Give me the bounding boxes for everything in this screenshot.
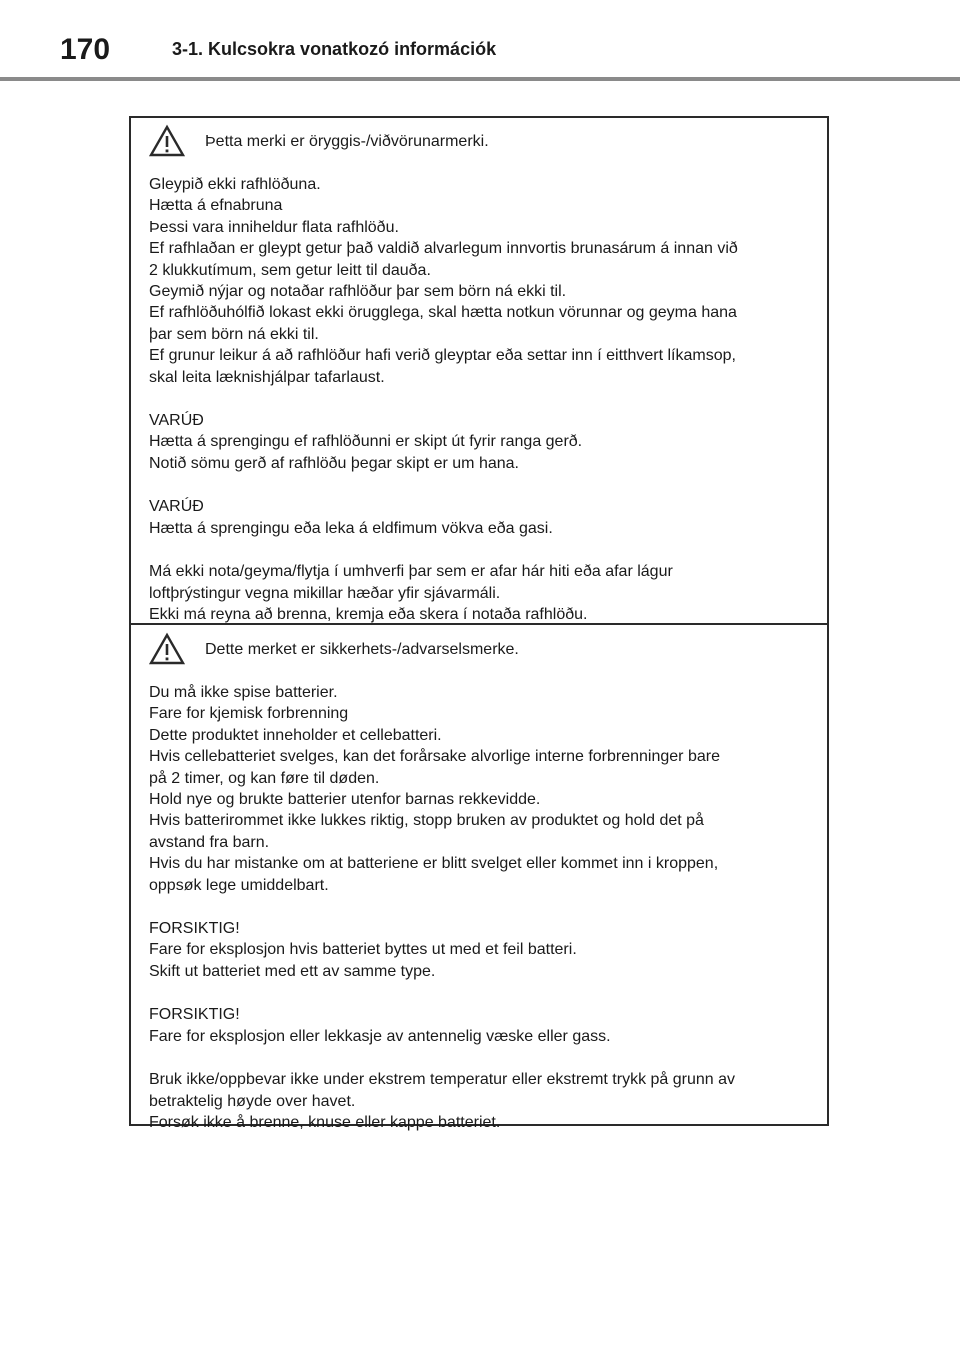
norwegian-block-1 (149, 682, 811, 896)
caution-heading: FORSIKTIG! (149, 920, 240, 938)
text-line: Ef rafhlöðuhólfið lokast ekki örugglega, skal hætta notkun vörunnar og geyma hana (149, 304, 737, 322)
norwegian-title: Dette merket er sikkerhets-/advarselsmerke. (205, 641, 519, 658)
text-line: þar sem börn ná ekki til. (149, 325, 319, 343)
warning-label-box (129, 116, 829, 1131)
warning-triangle-icon (149, 632, 185, 666)
text-line: Hætta á sprengingu eða leka á eldfimum vökva eða gasi. (149, 519, 553, 537)
icelandic-title: Þetta merki er öryggis-/viðvörunarmerki. (205, 133, 489, 150)
norwegian-warning-panel (131, 626, 827, 1131)
text-line: Hvis cellebatteriet svelges, kan det forårsake alvorlige interne forbrenninger bare (149, 748, 720, 766)
text-line: Hvis du har mistanke om at batteriene er blitt svelget eller kommet inn i kroppen, (149, 855, 719, 873)
text-line: 2 klukkutímum, sem getur leitt til dauða. (149, 261, 431, 279)
text-line: Hætta á sprengingu ef rafhlöðunni er skipt út fyrir ranga gerð. (149, 433, 583, 451)
icelandic-block-4 (149, 561, 811, 625)
text-line: Ekki má reyna að brenna, kremja eða skera í notaða rafhlöðu. (149, 605, 588, 623)
text-line: loftþrýstingur vegna mikillar hæðar yfir sjávarmáli. (149, 584, 501, 602)
text-line: Má ekki nota/geyma/flytja í umhverfi þar sem er afar hár hiti eða afar lágur (149, 563, 673, 581)
text-line: Notið sömu gerð af rafhlöðu þegar skipt er um hana. (149, 454, 519, 472)
section-title: 3-1. Kulcsokra vonatkozó információk (172, 39, 497, 59)
text-line: Gleypið ekki rafhlöðuna. (149, 176, 321, 193)
norwegian-block-3 (149, 1004, 811, 1047)
caution-heading: VARÚÐ (149, 412, 204, 430)
norwegian-block-4 (149, 1069, 811, 1133)
warning-triangle-icon (149, 124, 185, 158)
text-line: Fare for eksplosjon eller lekkasje av antennelig væske eller gass. (149, 1027, 611, 1045)
text-line: Geymið nýjar og notaðar rafhlöður þar sem börn ná ekki til. (149, 283, 567, 301)
caution-heading: VARÚÐ (149, 498, 204, 516)
text-line: Ef rafhlaðan er gleypt getur það valdið alvarlegum innvortis brunasárum á innan við (149, 240, 738, 258)
icelandic-block-1 (149, 174, 811, 388)
header-rule (0, 77, 960, 81)
norwegian-title-row (149, 632, 811, 672)
text-line: Dette produktet inneholder et cellebatteri. (149, 726, 442, 744)
icelandic-warning-panel (131, 118, 827, 624)
text-line: Bruk ikke/oppbevar ikke under ekstrem temperatur eller ekstremt trykk på grunn av (149, 1071, 736, 1089)
icelandic-block-3 (149, 496, 811, 539)
panel-divider (131, 623, 827, 625)
text-line: Fare for eksplosjon hvis batteriet byttes ut med et feil batteri. (149, 941, 577, 959)
icelandic-title-row (149, 124, 811, 164)
text-line: Hætta á efnabruna (149, 197, 283, 215)
text-line: Þessi vara inniheldur flata rafhlöðu. (149, 218, 399, 236)
caution-heading: FORSIKTIG! (149, 1006, 240, 1024)
text-line: oppsøk lege umiddelbart. (149, 876, 329, 894)
text-line: Hold nye og brukte batterier utenfor barnas rekkevidde. (149, 791, 541, 809)
norwegian-block-2 (149, 918, 811, 982)
page-number: 170 (60, 33, 111, 66)
text-line: Du må ikke spise batterier. (149, 684, 338, 701)
text-line: avstand fra barn. (149, 833, 270, 851)
text-line: Skift ut batteriet med ett av samme type. (149, 962, 436, 980)
text-line: Forsøk ikke å brenne, knuse eller kappe batteriet. (149, 1113, 501, 1131)
page-header (0, 0, 960, 80)
text-line: skal leita læknishjálpar tafarlaust. (149, 368, 385, 386)
text-line: på 2 timer, og kan føre til døden. (149, 769, 380, 787)
text-line: betraktelig høyde over havet. (149, 1092, 356, 1110)
text-line: Hvis batterirommet ikke lukkes riktig, stopp bruken av produktet og hold det på (149, 812, 704, 830)
text-line: Fare for kjemisk forbrenning (149, 705, 349, 723)
icelandic-block-2 (149, 410, 811, 474)
text-line: Ef grunur leikur á að rafhlöður hafi verið gleyptar eða settar inn í eitthvert líkamsop, (149, 347, 736, 365)
